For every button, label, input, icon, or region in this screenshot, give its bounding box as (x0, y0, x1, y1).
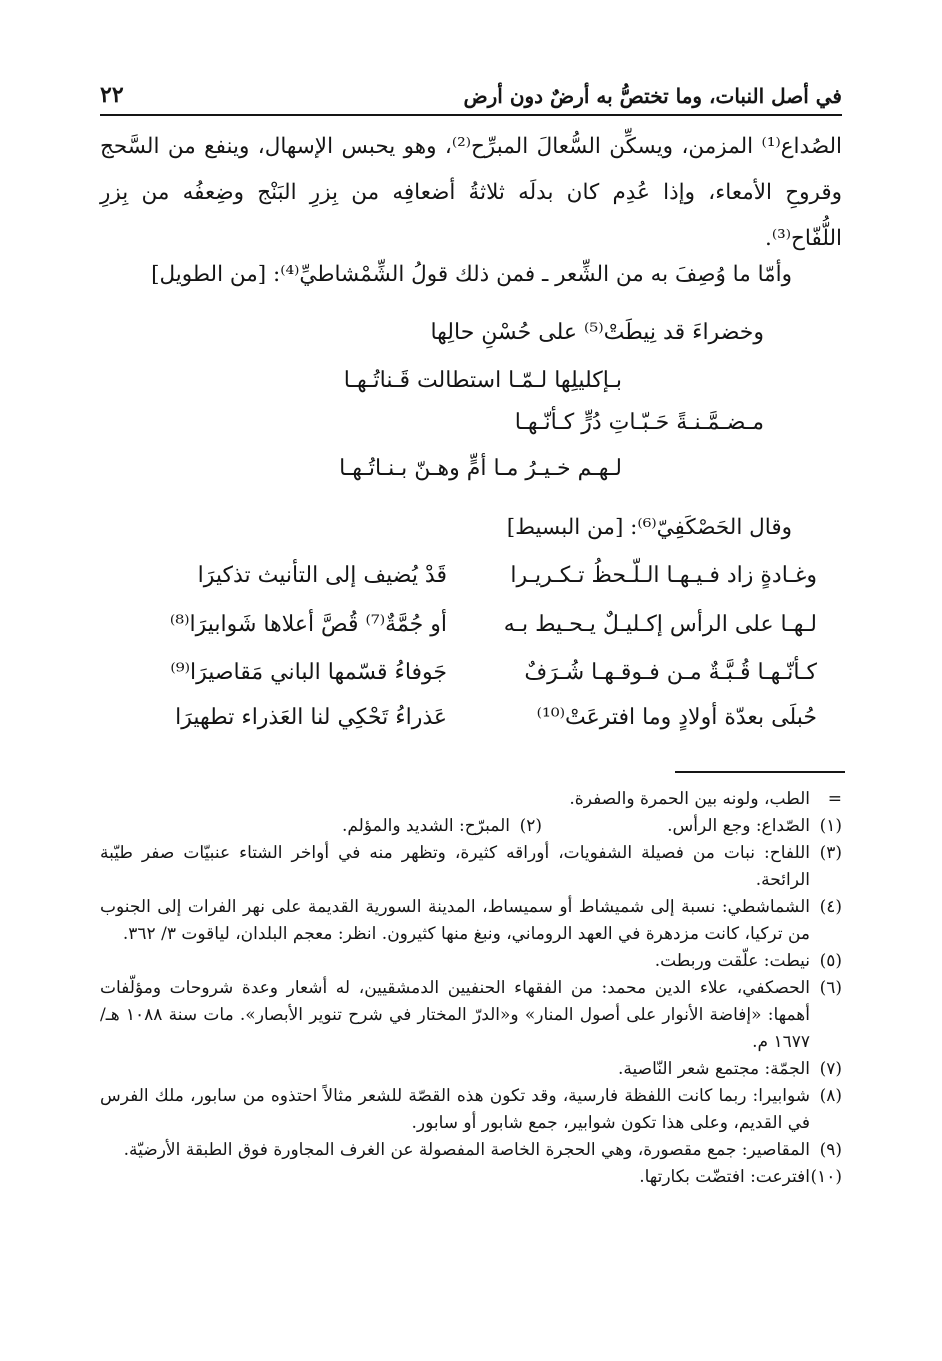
footnote-text: الجمّة: مجتمع شعر النّاصية. (618, 1059, 810, 1079)
footnote-1 (542, 813, 842, 840)
footnote-6 (100, 975, 842, 1056)
footnote-8 (100, 1083, 842, 1137)
footnote-7 (100, 1056, 842, 1083)
footnote-4 (100, 894, 842, 948)
poem2-right-1: وغـادةٍ زاد فـيـهـا الـلّـحظُ تـكـريـرا (510, 563, 817, 588)
footnote-text: الصّداع: وجع الرأس. (667, 816, 810, 836)
poem2-right-2: لـهـا على الرأس إكـليـلٌ يـحـيط بـه (503, 612, 817, 637)
footnote-number: (٩) (819, 1140, 842, 1160)
footnote-9 (100, 1137, 842, 1164)
footnote-number: = (827, 789, 842, 809)
footnote-number: (٧) (819, 1059, 842, 1079)
footnote-continuation (100, 786, 842, 813)
poem1-verse-3: مـضـمَّـنـةً حَـبّـاتِ دُرٍّ كـأنّـهـا (514, 410, 764, 435)
poem2-left-3: جَوفاءُ قسّمها الباني مَقاصيرَا⁽⁹⁾ (170, 660, 447, 685)
poem2-right-3: كـأنّـهـا قُـبَّـةٌ مـن فـوقـهـا شُـرَفٌ (524, 660, 817, 685)
footnote-text: المبرّح: الشديد والمؤلم. (341, 816, 510, 836)
footnote-separator (675, 771, 845, 773)
poem2-left-1: قَدْ يُضيف إلى التأنيث تذكيرَا (197, 563, 447, 588)
footnote-number: (٢) (519, 816, 542, 836)
footnote-text: اللفاح: نبات من فصيلة الشفويات، أوراقه كثيرة، وتظهر منه في أواخر الشتاء عنبيّات صفر طيّبة الرائحة. (100, 843, 810, 890)
footnote-number: (٣) (819, 843, 842, 863)
page-number: ٢٢ (100, 82, 124, 108)
footnote-text: الشماشطي: نسبة إلى شميشاط أو سميساط، المدينة السورية القديمة على نهر الفرات إلى الجنوب من تركيا، كانت مزدهرة في العهد الروماني، ونبغ منها كثيرون. انظر: معجم البلدان، لياقوت ٣/ ٣٦٢. (100, 897, 810, 944)
footnote-pair (100, 813, 842, 840)
footnote-5 (100, 948, 842, 975)
body-paragraph (100, 124, 842, 262)
footnote-2 (242, 813, 542, 840)
poem-intro-haskafi: وقال الحَصْكَفِيّ⁽⁶⁾: [من البسيط] (506, 515, 792, 540)
footnote-number: (٦) (819, 978, 842, 998)
footnote-3 (100, 840, 842, 894)
footnote-number: (٨) (819, 1086, 842, 1106)
footnote-number: (١٠) (810, 1167, 842, 1187)
poem1-verse-4: لـهـم خـيـرُ مـا أمٍّ وهـنّ بـنـاتُـهـا (339, 456, 622, 481)
poem1-verse-1: وخضراءَ قد نِيطَتْ⁽⁵⁾ على حُسْنِ حالِها (430, 320, 764, 345)
footnote-number: (١) (819, 816, 842, 836)
footnote-text: الحصكفي، علاء الدين محمد: من الفقهاء الحنفيين الدمشقيين، له أشعار وعدة شروحات ومؤلّفات أهمها: «إفاضة الأنوار على أصول المنار» و«الدرّ المختار في شرح تنوير الأبصار». مات سنة ١٠٨٨ هـ/ ١٦٧٧ م. (100, 978, 810, 1052)
poem2-right-4: حُبلَى بعدّة أولادٍ وما افترعَتْ⁽¹⁰⁾ (536, 705, 817, 730)
poem-intro-shimshati: وأمّا ما وُصِفَ به من الشِّعر ـ فمن ذلك قولُ الشِّمْشاطيِّ⁽⁴⁾: [من الطويل] (151, 262, 792, 287)
poem2-left-4: عَذراءُ تَحْكِي لنا العَذراء تطهيرَا (175, 705, 447, 730)
footnote-10 (100, 1164, 842, 1191)
footnote-number: (٥) (819, 951, 842, 971)
running-title: في أصل النبات، وما تختصُّ به أرضٌ دون أرض (463, 84, 842, 108)
footnote-text: شوابيرا: ربما كانت اللفظة فارسية، وقد تكون هذه القصّة للشعر مثالاً احتذوه من سابور، ملك الفرس في القديم، وعلى هذا تكون شوابير، جمع شابور أو سابور. (100, 1086, 810, 1133)
paragraph-text: الصُداع⁽¹⁾ المزمن، ويسكِّن السُّعالَ المبرِّح⁽²⁾، وهو يحبس الإسهال، وينفع من السَّحج وقروحِ الأمعاء، وإذا عُدِم كان بدلَه ثلاثةُ أضعافِه من بِزرِ البَنْج وضِعفُه من بِزرِ اللُّفّاح⁽³⁾. (100, 134, 842, 251)
footnote-number: (٤) (819, 897, 842, 917)
page-header (100, 72, 842, 116)
footnotes (100, 786, 842, 1191)
footnote-text: نيطت: علّقت وربطت. (654, 951, 810, 971)
poem2-left-2: أو جُمَّةٌ⁽⁷⁾ قُصَّ أعلاها شَوابيرَا⁽⁸⁾ (169, 612, 447, 637)
footnote-text: الطب، ولونه بين الحمرة والصفرة. (569, 789, 810, 809)
poem1-verse-2: بـإكليلِها لـمّـا استطالت قَـناتُـهـا (343, 368, 622, 393)
footnote-text: المقاصير: جمع مقصورة، وهي الحجرة الخاصة المفصولة عن الغرف المجاورة فوق الطبقة الأرضيّة. (123, 1140, 810, 1160)
footnote-text: افترعت: افتضّت بكارتها. (639, 1167, 810, 1187)
